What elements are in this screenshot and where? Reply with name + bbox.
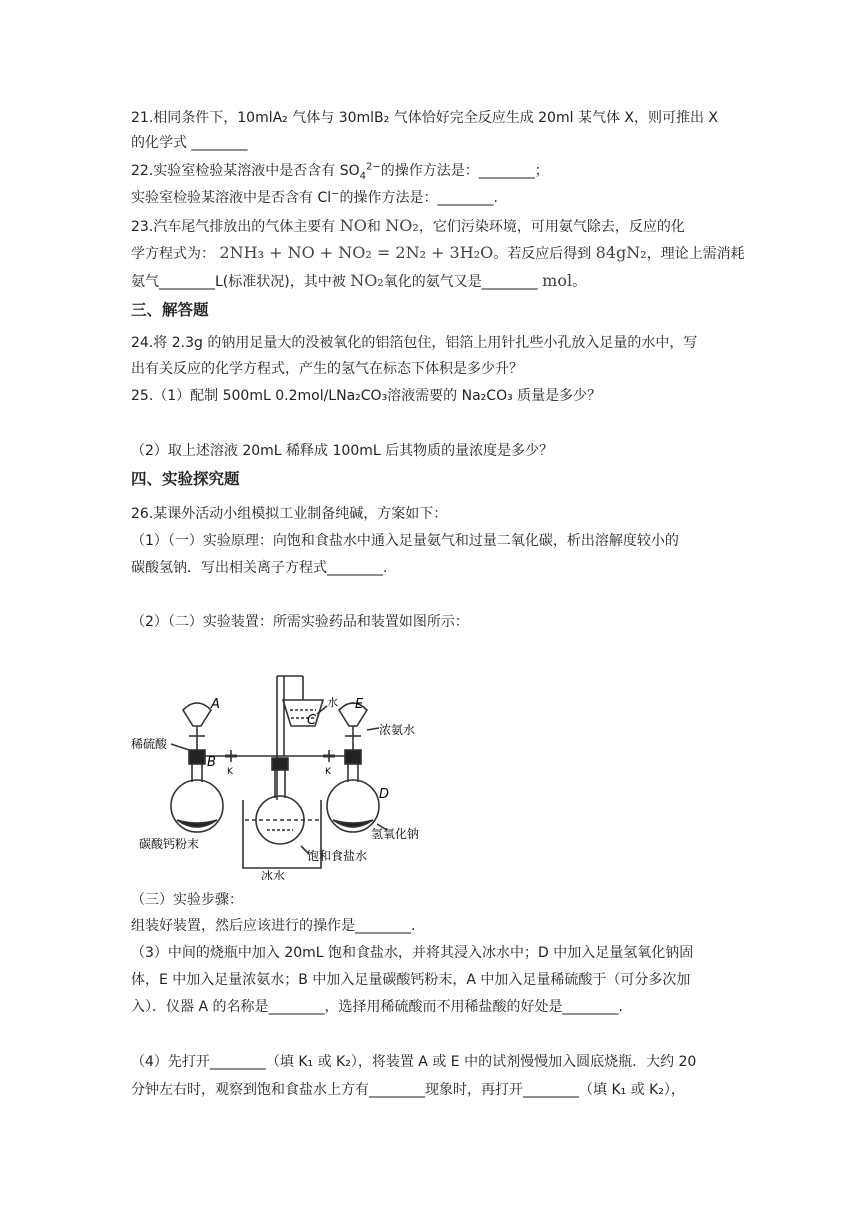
fig-label-k2: K bbox=[325, 767, 331, 777]
q22-line2 bbox=[131, 188, 498, 208]
q26-p2: （2）（二）实验装置：所需实验药品和装置如图所示： bbox=[131, 614, 469, 630]
q22-line2-b: 的操作方法是：________. bbox=[339, 190, 498, 206]
q23-mass: 84gN₂ bbox=[595, 243, 647, 262]
q24-line1: 24.将 2.3g 的钠用足量大的没被氧化的铝箔包住，铝箔上用针扎些小孔放入足量的水中，写 bbox=[131, 335, 698, 351]
fig-brine: 饱和食盐水 bbox=[307, 849, 368, 863]
q21-line2: 的化学式 ________ bbox=[131, 135, 248, 151]
q23-l3-a: 氨气________L(标准状况)，其中被 bbox=[131, 274, 346, 290]
q22-sup: 2− bbox=[366, 161, 381, 173]
q25-line2: （2）取上述溶液 20mL 稀释成 100mL 后其物质的量浓度是多少？ bbox=[131, 443, 554, 459]
q24-line2: 出有关反应的化学方程式，产生的氢气在标态下体积是多少升？ bbox=[131, 361, 523, 377]
q23-line3 bbox=[131, 271, 586, 292]
q22-line2-sup: − bbox=[331, 188, 340, 200]
q26-p3-line2: 体，E 中加入足量浓氨水；B 中加入足量碳酸钙粉末，A 中加入足量稀硫酸于（可分多次加 bbox=[131, 972, 691, 988]
q23-line2 bbox=[131, 243, 745, 264]
fig-naoh: 氢氧化钠 bbox=[371, 827, 420, 841]
fig-label-B: B bbox=[207, 755, 216, 770]
q25-line1: 25.（1）配制 500mL 0.2mol/LNa₂CO₃溶液需要的 Na₂CO₃ 质量是多少？ bbox=[131, 388, 602, 404]
q23-line1 bbox=[131, 216, 685, 237]
section-heading-4: 四、实验探究题 bbox=[131, 470, 240, 488]
q23-l3-c: 。 bbox=[572, 274, 587, 290]
q23-l3-no2: NO₂ bbox=[350, 271, 384, 290]
q23-l2-a: 学方程式为： bbox=[131, 246, 215, 262]
q23-l3-b: 氧化的氨气又是________ bbox=[383, 274, 538, 290]
q23-he: 和 bbox=[366, 219, 381, 235]
q26-step3-line1: 组装好装置，然后应该进行的操作是________. bbox=[131, 918, 416, 934]
q23-l3-unit: mol bbox=[542, 271, 573, 290]
q23-l1-b: ，它们污染环境，可用氨气除去，反应的化 bbox=[418, 219, 685, 235]
q23-l1-a: 23.汽车尾气排放出的气体主要有 bbox=[131, 219, 336, 235]
fig-caco3: 碳酸钙粉末 bbox=[139, 837, 200, 851]
q26-p4-line1: （4）先打开________（填 K₁ 或 K₂），将装置 A 或 E 中的试剂慢慢加入圆底烧瓶．大约 20 bbox=[131, 1054, 697, 1070]
q26-step3-title: （三）实验步骤： bbox=[131, 892, 243, 908]
q23-no: NO bbox=[339, 216, 367, 235]
q22-line2-a: 实验室检验某溶液中是否含有 Cl bbox=[131, 190, 332, 206]
q23-equation: 2NH₃ + NO + NO₂ = 2N₂ + 3H₂O bbox=[219, 243, 494, 262]
q26-p1-line1: （1）（一）实验原理：向饱和食盐水中通入足量氨气和过量二氧化碳，析出溶解度较小的 bbox=[131, 533, 679, 549]
fig-dilute-acid: 稀硫酸 bbox=[131, 737, 168, 751]
fig-label-E: E bbox=[355, 697, 364, 712]
fig-ice-water: 冰水 bbox=[261, 869, 286, 880]
section-heading-3: 三、解答题 bbox=[131, 301, 209, 319]
q26-p3-line3: 入）．仪器 A 的名称是________，选择用稀硫酸而不用稀盐酸的好处是________. bbox=[131, 999, 623, 1015]
q26-p1-line2: 碳酸氢钠．写出相关离子方程式________. bbox=[131, 560, 388, 576]
fig-conc-ammonia: 浓氨水 bbox=[379, 723, 416, 737]
q26-p3-line1: （3）中间的烧瓶中加入 20mL 饱和食盐水，并将其浸入冰水中；D 中加入足量氢氧化钠固 bbox=[131, 945, 694, 961]
fig-label-D: D bbox=[379, 787, 390, 802]
q23-no2: NO₂ bbox=[385, 216, 419, 235]
fig-label-C: C bbox=[307, 713, 317, 728]
q26-p4-line2: 分钟左右时，观察到饱和食盐水上方有________现象时，再打开________（填 K₁ 或 K₂）， bbox=[131, 1082, 685, 1098]
q23-l2-c: ，理论上需消耗 bbox=[646, 246, 745, 262]
q22-line1-a: 22.实验室检验某溶液中是否含有 SO bbox=[131, 163, 360, 179]
q22-sub: 4 bbox=[359, 170, 366, 182]
fig-water: 水 bbox=[327, 696, 338, 709]
q22-line1-b: 的操作方法是：________； bbox=[380, 163, 549, 179]
q21-line1: 21.相同条件下，10mlA₂ 气体与 30mlB₂ 气体恰好完全反应生成 20ml 某气体 X，则可推出 X bbox=[131, 110, 719, 126]
fig-label-k1: K bbox=[227, 767, 233, 777]
fig-label-A: A bbox=[211, 697, 220, 712]
q22-line1 bbox=[131, 161, 549, 181]
apparatus-diagram bbox=[131, 670, 431, 880]
q26-intro: 26.某课外活动小组模拟工业制备纯碱，方案如下： bbox=[131, 506, 448, 522]
q23-l2-b: 。若反应后得到 bbox=[493, 246, 592, 262]
